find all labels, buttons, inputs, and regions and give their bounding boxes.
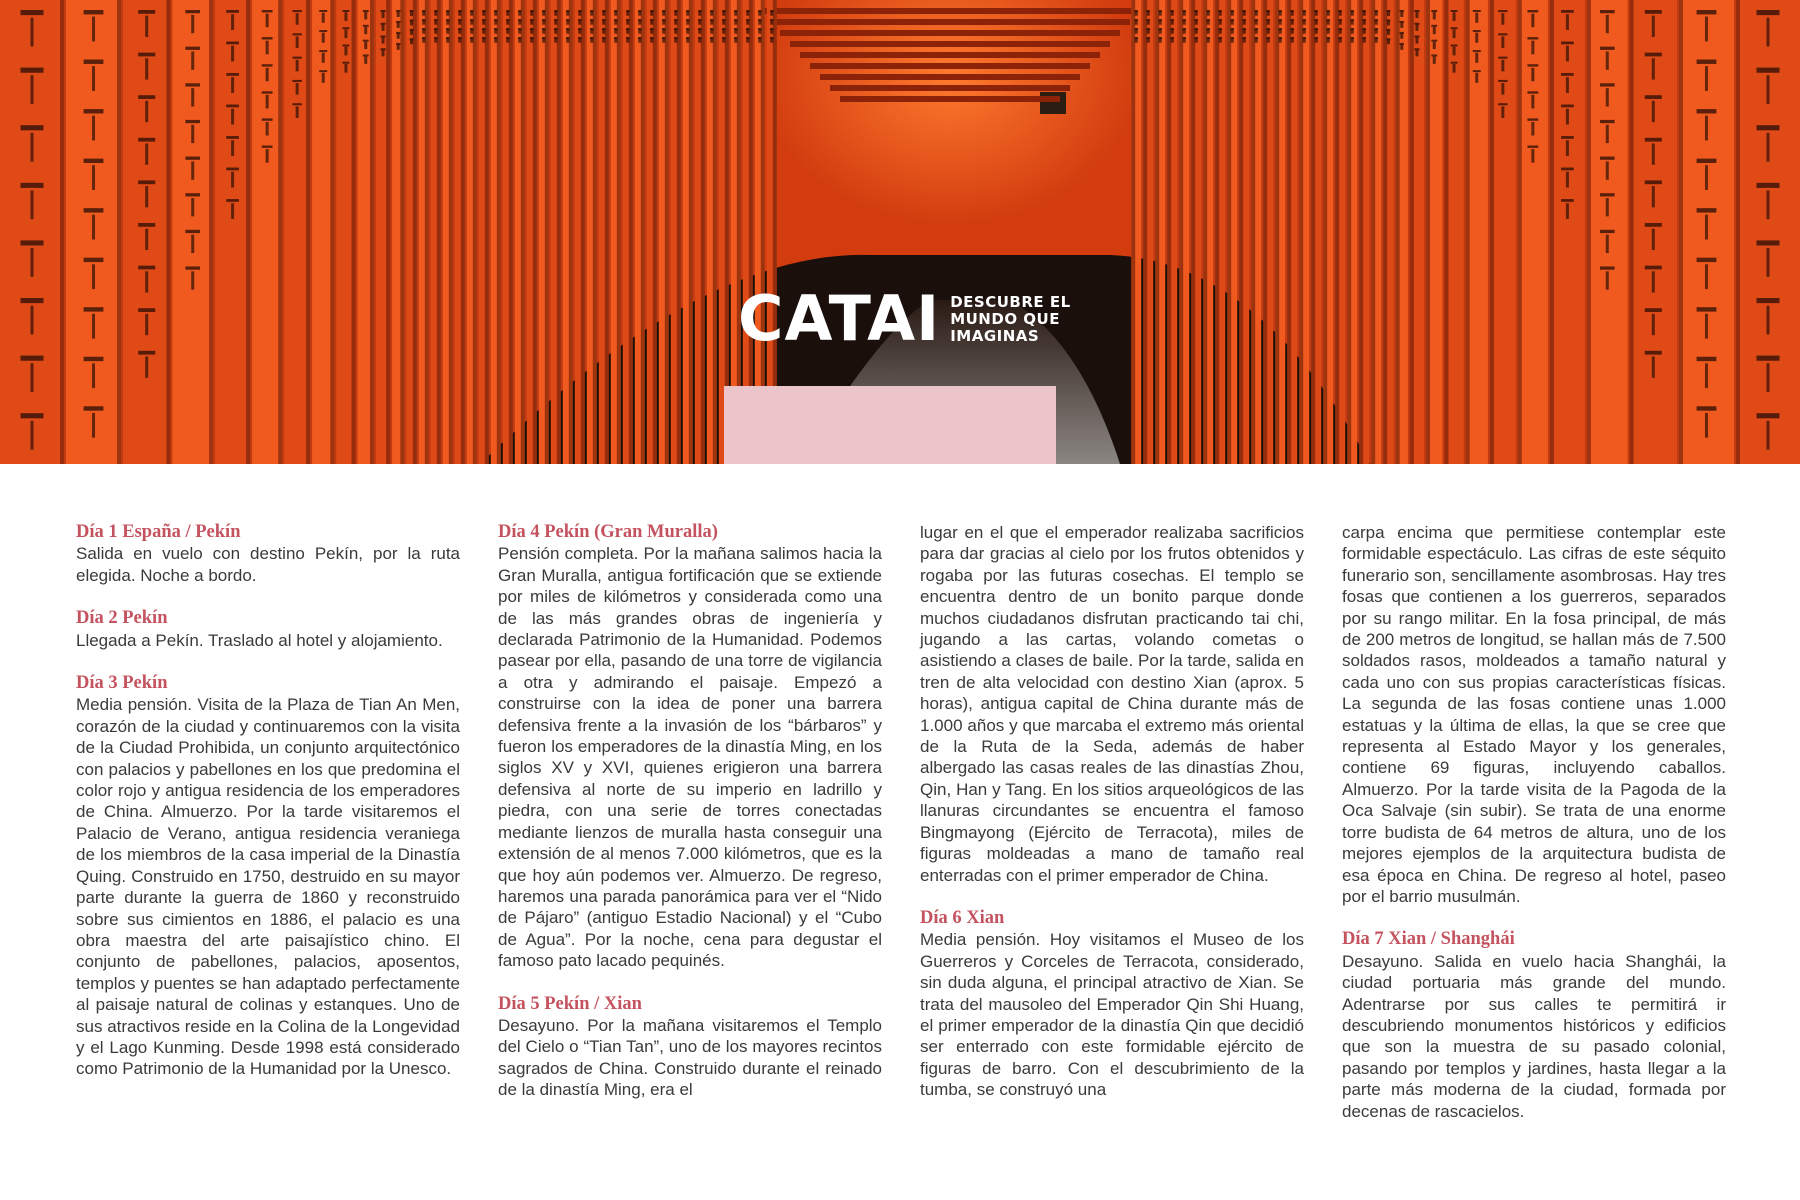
day-text: carpa encima que permitiese contemplar este formidable espectáculo. Las cifras de este séquito funerario son, sencillamente asombrosas. Hay tres fosas que contienen a los guerreros, separados por su rango militar. En la fosa principal, de más de 200 metros de longitud, se hallan más de 7.500 soldados rasos, moldeados a tamaño natural y cada uno con sus propias características físicas. La segunda de las fosas contiene unas 1.000 estatuas y la última de ellas, la que se cree que representa al Estado Mayor y los generales, contiene 69 figuras, incluyendo caballos. Almuerzo. Por la tarde visita de la Pagoda de la Oca Salvaje (sin subir). Se trata de una enorme torre budista de 64 metros de altura, uno de los mejores ejemplos de la arquitectura budista de esa época en China. De regreso al hotel, paseo por el barrio musulmán. (1342, 523, 1726, 906)
day-block (498, 994, 882, 1101)
day-text: Desayuno. Salida en vuelo hacia Shanghái, la ciudad portuaria más grande del mundo. Adentrarse por sus calles te permitirá ir descubriendo monumentos históricos y edificios que son la muestra de su pasado colonial, pasando por templos y jardines, hasta llegar a la parte más moderna de la ciudad, formada por decenas de rascacielos. (1342, 951, 1726, 1121)
day-block (76, 608, 460, 651)
day-text: Media pensión. Hoy visitamos el Museo de los Guerreros y Corceles de Terracota, considerado, sin duda alguna, el principal atractivo de Xian. Se trata del mausoleo del Emperador Qin Shi Huang, el primer emperador de la dinastía Qin que decidió ser enterrado con este formidable ejército de figuras de barro. Con el descubrimiento de la tumba, se construyó una (920, 930, 1304, 1100)
day-block-continued (920, 522, 1304, 886)
day-block (920, 908, 1304, 1101)
lantern-icon (1040, 92, 1066, 114)
day-block-continued (1342, 522, 1726, 907)
itinerary-columns (76, 522, 1726, 1162)
brand-name: CATAI (738, 282, 941, 355)
day-text: lugar en el que el emperador realizaba sacrificios para dar gracias al cielo por los frutos obtenidos y rogaba por las futuras cosechas. El templo se encuentra dentro de un bonito parque donde muchos ciudadanos disfrutan practicando tai chi, jugando a las cartas, volando cometas o asistiendo a clases de baile. Por la tarde, salida en tren de alta velocidad con destino Xian (aprox. 5 horas), antigua capital de China durante más de 1.000 años y que marcaba el extremo más oriental de la Ruta de la Seda, además de haber albergado las casas reales de las dinastías Zhou, Qin, Han y Tang. En los sitios arqueológicos de las llanuras circundantes se encuentra el famoso Bingmayong (Ejército de Terracota), miles de figuras moldeadas a mano de tamaño real enterradas con el primer emperador de China. (920, 523, 1304, 885)
day-title: Día 7 Xian / Shanghái (1342, 929, 1515, 950)
day-title: Día 5 Pekín / Xian (498, 993, 642, 1014)
column-4 (1342, 522, 1726, 1144)
brand-tagline: DESCUBRE EL MUNDO QUE IMAGINAS (950, 292, 1071, 345)
day-block (1342, 929, 1726, 1122)
day-text: Media pensión. Visita de la Plaza de Tian An Men, corazón de la ciudad y continuaremos con la visita de la Ciudad Prohibida, un conjunto arquitectónico con palacios y pabellones en los que predomina el color rojo y antigua residencia de los emperadores de China. Almuerzo. Por la tarde visitaremos el Palacio de Verano, antigua residencia veraniega de los miembros de la casa imperial de la Dinastía Quing. Construido en 1750, destruido en su mayor parte durante la guerra de 1860 y reconstruido sobre sus cimientos en 1886, el palacio es una obra maestra del arte paisajístico chino. El conjunto de pabellones, palacios, aposentos, templos y puentes se han adaptado perfectamente al paisaje natural de colinas y estanques. Uno de sus atractivos reside en la Colina de la Longevidad y el Lago Kunming. Desde 1998 está considerado como Patrimonio de la Humanidad por la Unesco. (76, 695, 460, 1079)
hero-image (0, 0, 1800, 464)
day-block (76, 673, 460, 1080)
pink-tab (724, 386, 1056, 464)
day-text: Pensión completa. Por la mañana salimos hacia la Gran Muralla, antigua fortificación que se extiende por miles de kilómetros y considerada como una de las más grandes obras de ingeniería y declarada Patrimonio de la Humanidad. Podemos pasear por ella, pasando de una torre de vigilancia a otra y admirando el paisaje. Empezó a construirse con la idea de poner una barrera defensiva frente a la invasión de los “bárbaros” y fueron los emperadores de la dinastía Ming, en los siglos XV y XVI, quienes erigieron una barrera defensiva al norte de su imperio en ladrillo y piedra, con una serie de torres conectadas mediante lienzos de muralla hasta conseguir una extensión de al menos 7.000 kilómetros, que es la que hoy aún podemos ver. Almuerzo. De regreso, haremos una parada panorámica para ver el “Nido de Pájaro” (antiguo Estadio Nacional) y el “Cubo de Agua”. Por la noche, cena para degustar el famoso pato lacado pequinés. (498, 544, 882, 971)
day-title: Día 2 Pekín (76, 608, 168, 629)
column-2 (498, 522, 882, 1123)
day-title: Día 6 Xian (920, 907, 1005, 928)
day-block (76, 522, 460, 586)
day-text: Llegada a Pekín. Traslado al hotel y alojamiento. (76, 630, 443, 650)
column-3 (920, 522, 1304, 1123)
day-block (498, 522, 882, 972)
column-1 (76, 522, 460, 1102)
brand-logo (738, 282, 1075, 355)
day-title: Día 4 Pekín (Gran Muralla) (498, 522, 718, 542)
day-title: Día 3 Pekín (76, 673, 168, 694)
day-text: Desayuno. Por la mañana visitaremos el Templo del Cielo o “Tian Tan”, uno de los mayores recintos sagrados de China. Construido durante el reinado de la dinastía Ming, era el (498, 1015, 882, 1100)
day-title: Día 1 España / Pekín (76, 522, 241, 542)
day-text: Salida en vuelo con destino Pekín, por la ruta elegida. Noche a bordo. (76, 544, 460, 585)
